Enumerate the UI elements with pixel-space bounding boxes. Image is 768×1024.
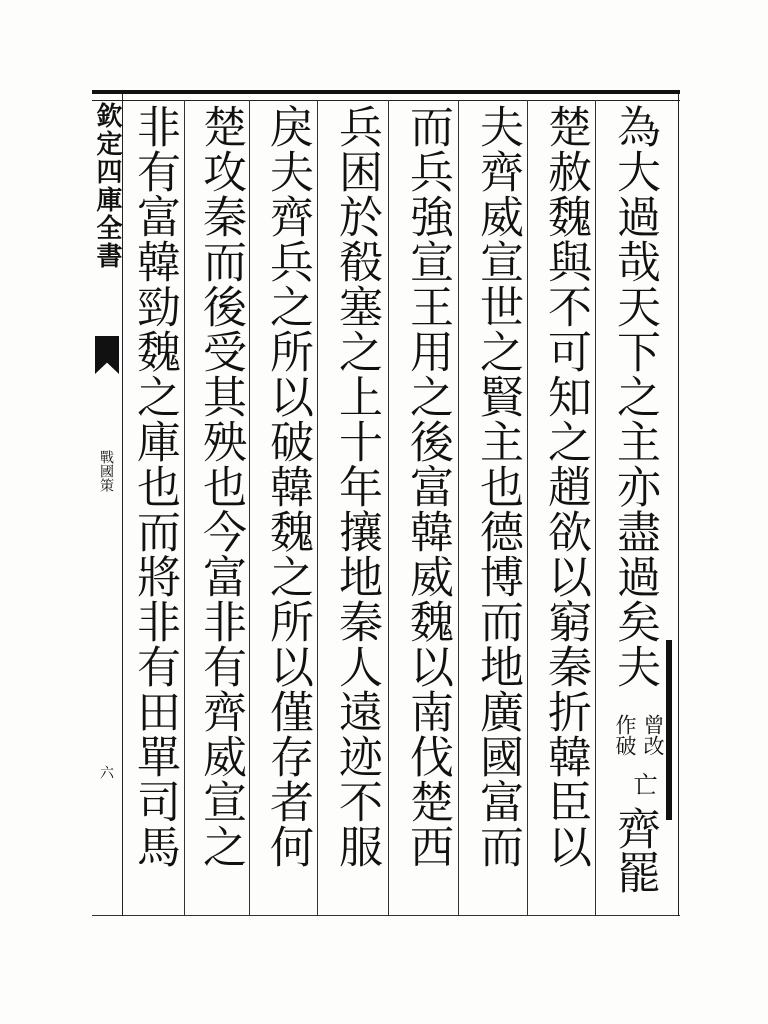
page-number: 六 [98,765,114,779]
column-divider [527,100,528,915]
column-divider [595,100,596,915]
top-border-thick [92,90,680,94]
text-column-4: 而兵強宣王用之後富韓威魏以南伐楚西 [402,104,453,869]
text-column-2: 楚赦魏與不可知之趙欲以窮秦折韓臣以 [540,104,591,869]
right-border [678,94,679,916]
text-column-3: 夫齊威宣世之賢主也德博而地廣國富而 [472,104,523,869]
column-divider [458,100,459,915]
top-border-thin [92,100,680,101]
column-divider [388,100,389,915]
text-column-1-tail: 齊罷 [609,806,660,894]
book-title: 欽定四庫全書 [92,102,122,270]
column-divider [317,100,318,915]
text-column-7: 楚攻秦而後受其殃也今富非有齊威宣之 [195,104,246,869]
text-column-6: 戾夫齊兵之所以破韓魏之所以僅存者何 [262,104,313,869]
text-column-5: 兵困於殽塞之上十年攘地秦人遠迹不服 [331,104,382,869]
text-column-1: 為大過哉天下之主亦盡過矣夫 [609,104,660,689]
text-column-8: 非有富韓勁魏之庫也而將非有田單司馬 [129,104,180,869]
annotation-note: 作破 [613,714,637,756]
bottom-border [92,915,680,916]
page-edge-shadow [666,640,672,820]
section-title: 戰國策 [98,450,114,492]
annotation-note: 曾改 [641,714,665,756]
column-divider [184,100,185,915]
annotation-note: 亡 [629,772,657,796]
